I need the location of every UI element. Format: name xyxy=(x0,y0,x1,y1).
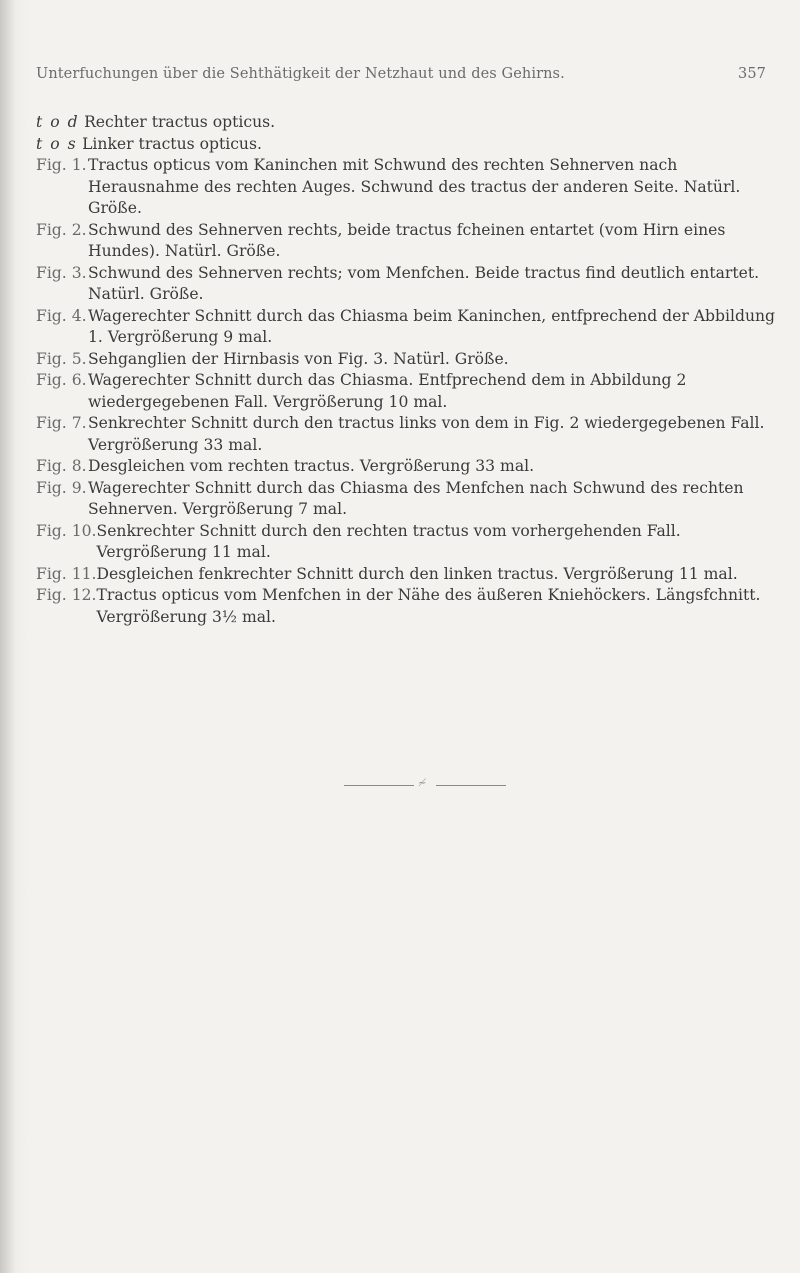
abbreviation-symbol: t o d xyxy=(36,113,80,131)
page-number: 357 xyxy=(738,66,766,82)
figure-entry xyxy=(36,585,776,628)
rule-line-right xyxy=(436,785,506,786)
figure-label: Fig. 4. xyxy=(36,306,87,325)
figure-caption: Tractus opticus vom Menfchen in der Nähe des äußeren Kniehöckers. Längsfchnitt. Vergrößerung 3½ mal. xyxy=(96,586,761,626)
figure-label: Fig. 9. xyxy=(36,478,87,497)
abbreviation-text: Linker tractus opticus. xyxy=(82,134,262,153)
figure-entry xyxy=(36,349,776,371)
figure-caption: Desgleichen fenkrechter Schnitt durch den linken tractus. Vergrößerung 11 mal. xyxy=(96,564,738,583)
abbreviation-entry xyxy=(36,112,776,134)
figure-legend-list xyxy=(36,112,776,628)
figure-label: Fig. 8. xyxy=(36,457,87,475)
figure-entry xyxy=(36,263,776,306)
figure-caption: Schwund des Sehnerven rechts; vom Menfchen. Beide tractus find deutlich entartet. Natürl. Größe. xyxy=(88,263,760,303)
ornament-glyph: ≁ xyxy=(418,778,427,789)
figure-entry xyxy=(36,478,776,521)
running-head-title: Unterfuchungen über die Sehthätigkeit der Netzhaut und des Gehirns. xyxy=(36,66,565,82)
figure-label: Fig. 7. xyxy=(36,414,87,432)
figure-caption: Senkrechter Schnitt durch den rechten tractus vom vorhergehenden Fall. Vergrößerung 11 mal. xyxy=(96,521,681,561)
figure-label: Fig. 6. xyxy=(36,371,87,389)
figure-caption: Senkrechter Schnitt durch den tractus links von dem in Fig. 2 wiedergegebenen Fall. Vergrößerung 33 mal. xyxy=(88,414,765,454)
figure-entry xyxy=(36,370,776,413)
abbreviation-entry xyxy=(36,134,776,156)
figure-entry xyxy=(36,306,776,349)
abbreviation-symbol: t o s xyxy=(36,134,78,153)
figure-caption: Wagerechter Schnitt durch das Chiasma beim Kaninchen, entfprechend der Abbildung 1. Vergrößerung 9 mal. xyxy=(88,306,776,346)
figure-entry xyxy=(36,564,776,586)
figure-label: Fig. 11. xyxy=(36,564,97,583)
figure-caption: Wagerechter Schnitt durch das Chiasma. Entfprechend dem in Abbildung 2 wiedergegebenen Fall. Vergrößerung 10 mal. xyxy=(88,371,687,411)
figure-label: Fig. 5. xyxy=(36,349,87,368)
figure-label: Fig. 2. xyxy=(36,220,87,239)
figure-entry xyxy=(36,456,776,478)
figure-caption: Tractus opticus vom Kaninchen mit Schwund des rechten Sehnerven nach Herausnahme des rechten Auges. Schwund des tractus der anderen Seite. Natürl. Größe. xyxy=(88,156,741,217)
figure-caption: Wagerechter Schnitt durch das Chiasma des Menfchen nach Schwund des rechten Sehnerven. Vergrößerung 7 mal. xyxy=(88,478,744,518)
figure-entry xyxy=(36,155,776,220)
figure-label: Fig. 10. xyxy=(36,521,97,540)
running-head xyxy=(36,66,766,82)
end-ornament-rule xyxy=(344,778,506,790)
rule-line-left xyxy=(344,785,414,786)
figure-entry xyxy=(36,220,776,263)
figure-label: Fig. 1. xyxy=(36,156,87,174)
figure-caption: Sehganglien der Hirnbasis von Fig. 3. Natürl. Größe. xyxy=(88,349,509,368)
figure-caption: Schwund des Sehnerven rechts, beide tractus fcheinen entartet (vom Hirn eines Hundes). Natürl. Größe. xyxy=(88,220,726,260)
figure-label: Fig. 3. xyxy=(36,263,87,282)
figure-label: Fig. 12. xyxy=(36,586,97,604)
figure-caption: Desgleichen vom rechten tractus. Vergrößerung 33 mal. xyxy=(88,457,535,475)
abbreviation-text: Rechter tractus opticus. xyxy=(84,113,276,131)
figure-entry xyxy=(36,521,776,564)
figure-entry xyxy=(36,413,776,456)
